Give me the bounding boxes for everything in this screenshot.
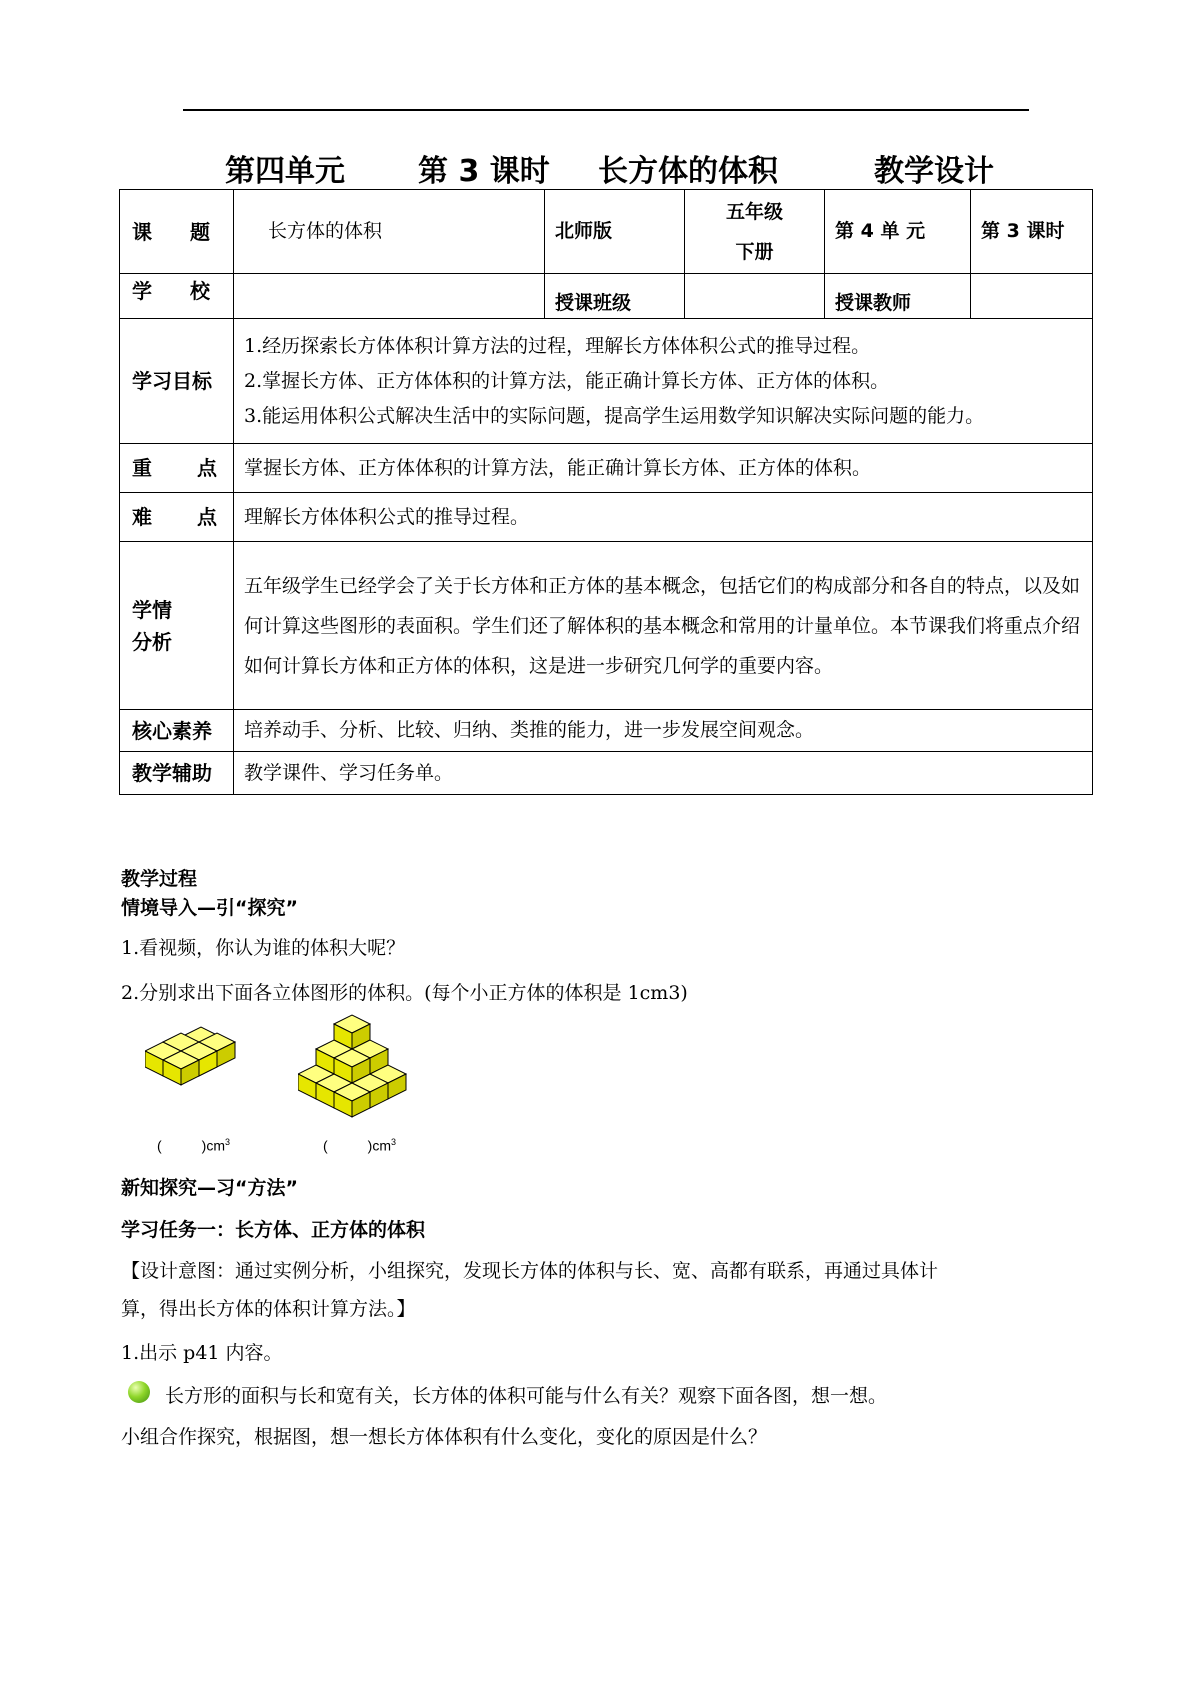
label-analysis: 学情 分析 <box>120 542 234 710</box>
school-value <box>234 274 545 319</box>
label-topic: 课 题 <box>120 190 234 274</box>
figure-right-caption: ( )$cm^3$ <box>323 1137 397 1154</box>
title-unit: 第四单元 <box>225 154 345 189</box>
label-core: 核心素养 <box>120 710 234 752</box>
key-text: 掌握长方体、正方体体积的计算方法，能正确计算长方体、正方体的体积。 <box>234 444 1093 493</box>
label-difficulty: 难 点 <box>120 493 234 542</box>
label-key: 重 点 <box>120 444 234 493</box>
cube-figure-right <box>298 1012 408 1124</box>
teacher-label: 授课教师 <box>825 274 971 319</box>
design-intent-line-2: 算，得出长方体的体积计算方法。】 <box>121 1298 416 1320</box>
group-task-text: 小组合作探究，根据图，想一想长方体体积有什么变化，变化的原因是什么？ <box>121 1426 768 1448</box>
goal-item: 2.掌握长方体、正方体体积的计算方法，能正确计算长方体、正方体的体积。 <box>244 369 890 392</box>
row-topic <box>120 190 1093 274</box>
task-1-title: 学习任务一：长方体、正方体的体积 <box>121 1219 426 1241</box>
row-aids <box>120 752 1093 795</box>
core-text: 培养动手、分析、比较、归纳、类推的能力，进一步发展空间观念。 <box>234 710 1093 752</box>
prompt-text: 长方形的面积与长和宽有关，长方体的体积可能与什么有关？观察下面各图，想一想。 <box>165 1385 888 1407</box>
teacher-value <box>971 274 1093 319</box>
new-knowledge-title: 新知探究—习“方法” <box>121 1177 298 1199</box>
show-content: 1.出示 p41 内容。 <box>121 1342 283 1364</box>
goals-list <box>234 319 1093 444</box>
label-aids: 教学辅助 <box>120 752 234 795</box>
page-title <box>0 146 1200 190</box>
title-doc: 教学设计 <box>874 154 994 189</box>
row-key <box>120 444 1093 493</box>
topic-value: 长方体的体积 <box>234 190 545 274</box>
cube-figure-left <box>145 1021 255 1101</box>
class-label: 授课班级 <box>545 274 685 319</box>
intro-title: 情境导入—引“探究” <box>121 897 298 919</box>
title-topic: 长方体的体积 <box>598 154 778 189</box>
analysis-text: 五年级学生已经学会了关于长方体和正方体的基本概念，包括它们的构成部分和各自的特点，以及如何计算这些图形的表面积。学生们还了解体积的基本概念和常用的计量单位。本节课我们将重点介绍如何计算长方体和正方体的体积，这是进一步研究几何学的重要内容。 <box>234 542 1093 710</box>
row-school <box>120 274 1093 319</box>
title-lesson: 第 3 课时 <box>418 154 550 189</box>
class-value <box>685 274 825 319</box>
figure-left-caption: ( )$cm^3$ <box>157 1137 231 1154</box>
green-dot-icon <box>128 1381 150 1403</box>
goal-item: 1.经历探索长方体体积计算方法的过程，理解长方体体积公式的推导过程。 <box>244 334 871 357</box>
row-difficulty <box>120 493 1093 542</box>
design-intent-line-1: 【设计意图：通过实例分析，小组探究，发现长方体的体积与长、宽、高都有联系，再通过具体计 <box>121 1260 939 1282</box>
row-goals <box>120 319 1093 444</box>
row-core <box>120 710 1093 752</box>
goal-item: 3.能运用体积公式解决生活中的实际问题，提高学生运用数学知识解决实际问题的能力。 <box>244 404 985 427</box>
aids-text: 教学课件、学习任务单。 <box>234 752 1093 795</box>
lesson-cell: 第 3 课时 <box>971 190 1093 274</box>
label-goals: 学习目标 <box>120 319 234 444</box>
lesson-plan-table <box>119 189 1093 795</box>
label-school: 学 校 <box>120 274 234 319</box>
question-1: 1.看视频，你认为谁的体积大呢？ <box>121 937 406 959</box>
question-2: 2.分别求出下面各立体图形的体积。(每个小正方体的体积是 1cm3) <box>121 982 688 1004</box>
row-analysis <box>120 542 1093 710</box>
difficulty-text: 理解长方体体积公式的推导过程。 <box>234 493 1093 542</box>
publisher: 北师版 <box>545 190 685 274</box>
unit-cell: 第 4 单 元 <box>825 190 971 274</box>
grade: 五年级 下册 <box>685 190 825 274</box>
process-heading: 教学过程 <box>121 868 198 890</box>
header-rule <box>183 109 1029 111</box>
